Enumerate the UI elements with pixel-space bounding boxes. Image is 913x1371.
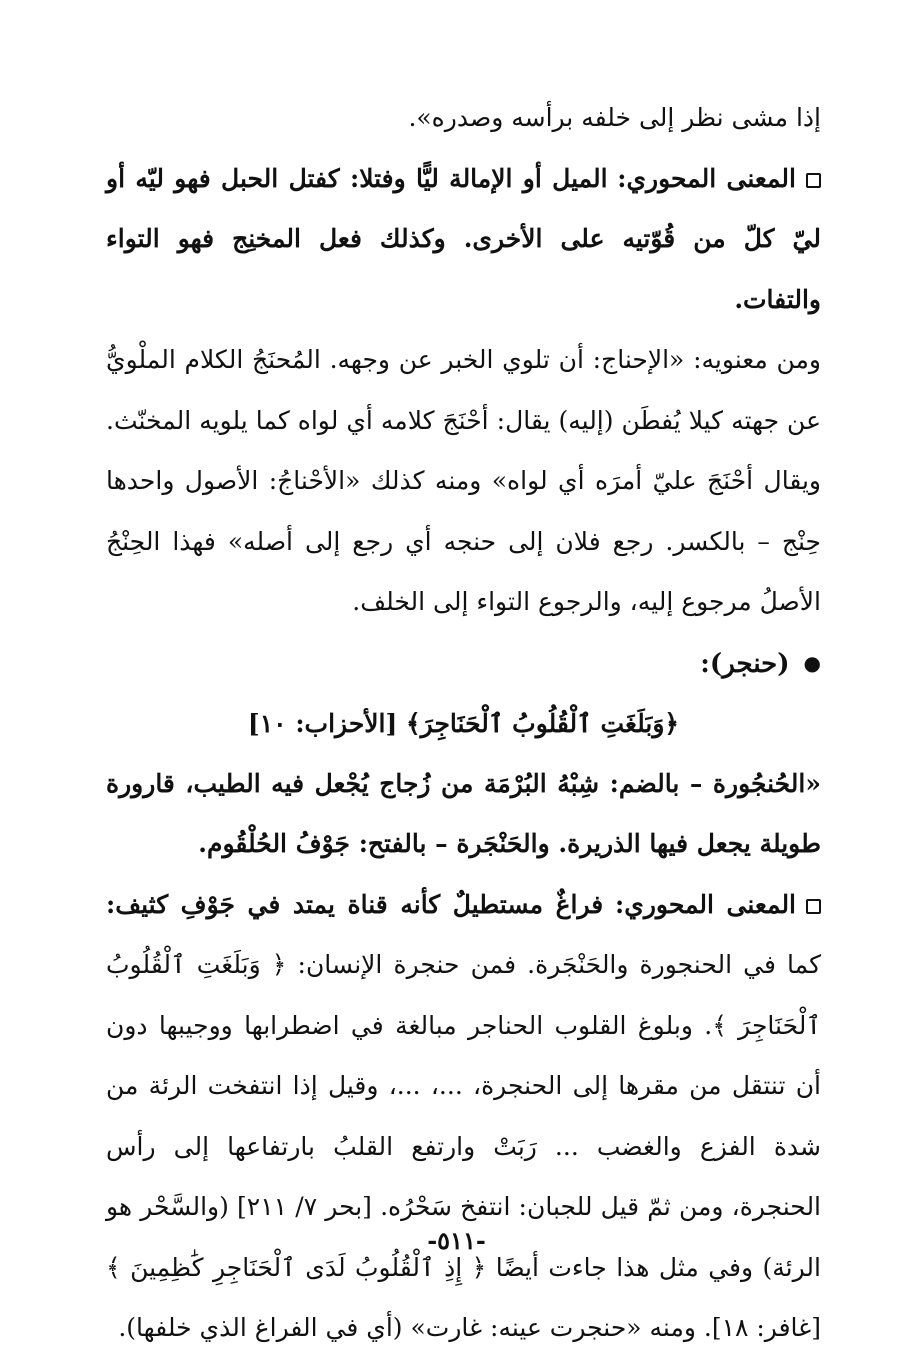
quran-quote: ﴿وَبَلَغَتِ ٱلْقُلُوبُ ٱلْحَنَاجِرَ﴾ [الأحزاب: ١٠] — [247, 708, 680, 738]
bullet-dot-icon: ● — [803, 650, 821, 675]
paragraph-4-bold: فراغٌ مستطيلٌ كأنه قناة يمتد في جَوْفِ كثيف: — [106, 889, 604, 919]
paragraph-4 — [106, 875, 821, 1359]
entry-heading-text: (حنجر): — [700, 648, 790, 679]
paragraph-1-text: إذا مشى نظر إلى خلفه برأسه وصدره». — [408, 103, 821, 132]
square-bullet-icon — [806, 173, 821, 188]
paragraph-1 — [106, 88, 821, 149]
paragraph-3-text: ومن معنويه: «الإحناج: أن تلوي الخبر عن وجهه. المُحنَجُ الكلام الملْويُّ عن جهته كيلا يُفطَن (إليه) يقال: أحْنَجَ كلامه أي لواه كما يلويه المخنّث. ويقال أحْنَجَ عليّ أمرَه أي لواه» ومنه كذلك «الأحْناجُ: الأصول واحدها حِنْج – بالكسر. رجع فلان إلى حنجه أي رجع إلى أصله» فهذا الحِنْجُ الأصلُ مرجوع إليه، والرجوع التواء إلى الخلف. — [106, 345, 821, 616]
paragraph-2 — [106, 149, 821, 331]
paragraph-3 — [106, 330, 821, 633]
square-bullet-icon — [806, 899, 821, 914]
core-meaning-label: المعنى المحوري: — [617, 163, 796, 193]
core-meaning-label-2: المعنى المحوري: — [615, 889, 797, 919]
paragraph-4-text: كما في الحنجورة والحَنْجَرة. فمن حنجرة الإنسان: ﴿ وَبَلَغَتِ ٱلْقُلُوبُ ٱلْحَنَاجِرَ ﴾. وبلوغ القلوب الحناجر مبالغة في اضطرابها ووجيبها دون أن تنتقل من مقرها إلى الحنجرة، ...، ...، وقيل إذا انتفخت الرئة من شدة الفزع والغضب ... رَبَتْ وارتفع القلبُ بارتفاعها إلى رأس الحنجرة، ومن ثمّ قيل للجبان: انتفخ سَحْرُه. [بحر ٧/ ٢١١] (والسَّحْر هو الرئة) وفي مثل هذا جاءت أيضًا ﴿ إِذِ ٱلْقُلُوبُ لَدَى ٱلْحَنَاجِرِ كَٰظِمِينَ ﴾ [غافر: ١٨]. ومنه «حنجرت عينه: غارت» (أي في الفراغ الذي خلفها). — [106, 950, 822, 1342]
entry-heading — [106, 633, 821, 694]
paragraph-2-text: الميل أو الإمالة ليًّا وفتلا: كفتل الحبل فهو ليّه أو ليّ كلّ من قُوّتيه على الأخرى. وكذلك فعل المخنِج فهو التواء والتفات. — [106, 163, 821, 314]
definition-paragraph: «الحُنجُورة – بالضم: شِبْهُ البُرْمَة من زُجاج يُجْعل فيه الطيب، قارورة طويلة يجعل فيها الذريرة. والحَنْجَرة – بالفتح: جَوْفُ الحُلْقُوم. — [106, 768, 821, 858]
page-number: -٥١١- — [427, 1226, 486, 1255]
